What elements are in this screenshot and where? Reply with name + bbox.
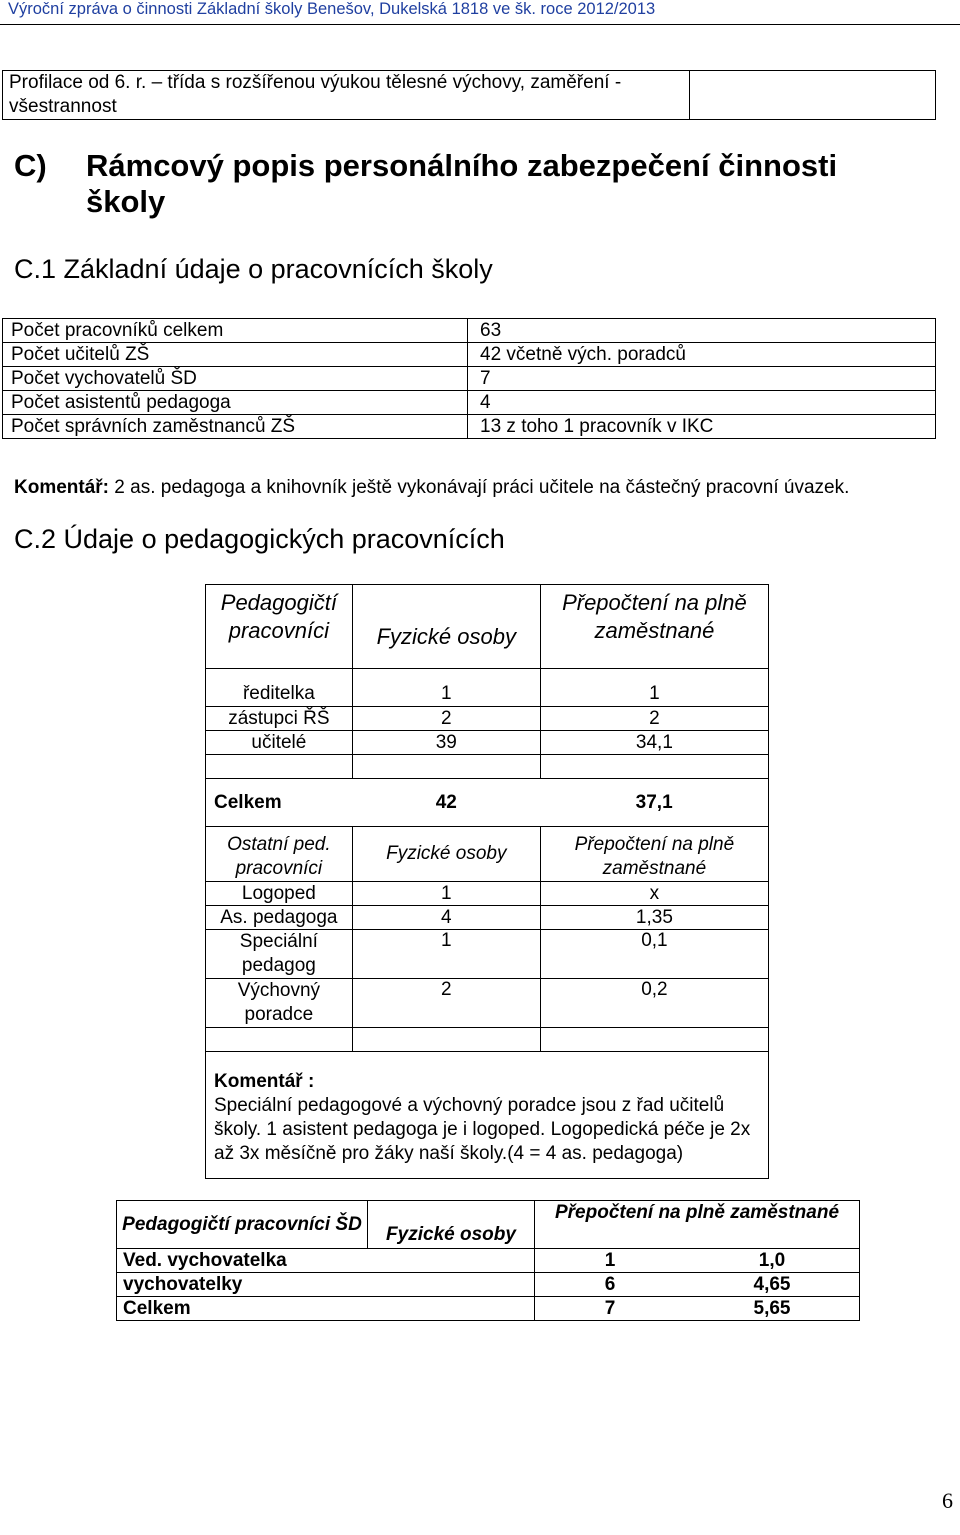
cell: 2 xyxy=(352,707,540,731)
cell: 1 xyxy=(352,930,540,979)
basic-staff-table xyxy=(2,318,936,439)
table-row xyxy=(3,343,936,367)
header-cell: Přepočtení na plně zaměstnané xyxy=(540,827,768,882)
row-value: 13 z toho 1 pracovník v IKC xyxy=(468,415,936,439)
cell: 4,65 xyxy=(753,1274,791,1295)
ped-comment-label: Komentář : xyxy=(214,1071,315,1092)
table-row xyxy=(206,979,769,1028)
table-row xyxy=(3,319,936,343)
cell: Celkem xyxy=(206,779,353,827)
cell: 1 xyxy=(352,683,540,707)
header-cell: Pedagogičtí pracovníci ŠD xyxy=(117,1201,368,1249)
cell: 4 xyxy=(352,906,540,930)
profile-text-line1: Profilace od 6. r. – třída s rozšířenou výukou tělesné výchovy, zaměření - xyxy=(9,72,622,93)
table-row xyxy=(206,930,769,979)
header-cell: Fyzické osoby xyxy=(352,827,540,882)
row-value: 7 xyxy=(468,367,936,391)
cell: 2 xyxy=(540,707,768,731)
profile-text xyxy=(3,71,690,120)
header-cell: Přepočtení na plně zaměstnané xyxy=(535,1201,860,1249)
cell: Logoped xyxy=(206,882,353,906)
table-header-row xyxy=(206,585,769,669)
profile-empty-cell xyxy=(690,71,936,120)
header-divider xyxy=(0,24,960,25)
comment-1-label: Komentář: xyxy=(14,477,110,498)
row-label: Počet pracovníků celkem xyxy=(3,319,468,343)
row-label: Počet učitelů ZŠ xyxy=(3,343,468,367)
total-row xyxy=(206,779,769,827)
row-value: 4 xyxy=(468,391,936,415)
table-row xyxy=(3,391,936,415)
row-value: 42 včetně vých. poradců xyxy=(468,343,936,367)
header-cell: Přepočtení na plně zaměstnané xyxy=(540,585,768,669)
cell: 6 xyxy=(604,1274,616,1295)
cell: 1,0 xyxy=(758,1250,786,1271)
cell: As. pedagoga xyxy=(206,906,353,930)
comment-row xyxy=(206,1052,769,1179)
cell: vychovatelky xyxy=(117,1273,535,1297)
cell: zástupci ŘŠ xyxy=(206,707,353,731)
cell: 1,35 xyxy=(540,906,768,930)
section-title: Rámcový popis personálního zabezpečení činnosti školy xyxy=(86,148,838,219)
cell: 42 xyxy=(352,779,540,827)
cell: 39 xyxy=(352,731,540,755)
cell: Ved. vychovatelka xyxy=(117,1249,535,1273)
cell: učitelé xyxy=(206,731,353,755)
table-header-row xyxy=(206,827,769,882)
profile-box xyxy=(2,70,936,120)
table-row xyxy=(206,906,769,930)
table-row xyxy=(117,1249,860,1273)
profile-text-line2: všestrannost xyxy=(9,96,117,117)
cell: 1 xyxy=(540,683,768,707)
header-cell: Ostatní ped. pracovníci xyxy=(206,827,353,882)
cell: 34,1 xyxy=(540,731,768,755)
header-cell: Pedagogičtí pracovníci xyxy=(206,585,353,669)
section-letter: C) xyxy=(14,148,47,183)
cell: 0,1 xyxy=(540,930,768,979)
ped-comment xyxy=(206,1052,769,1179)
cell: 0,2 xyxy=(540,979,768,1028)
cell: 37,1 xyxy=(540,779,768,827)
table-row xyxy=(206,882,769,906)
row-label: Počet vychovatelů ŠD xyxy=(3,367,468,391)
subsection-1-title: C.1 Základní údaje o pracovnících školy xyxy=(14,254,493,284)
cell: Výchovný poradce xyxy=(206,979,353,1028)
table-row xyxy=(3,415,936,439)
row-label: Počet správních zaměstnanců ZŠ xyxy=(3,415,468,439)
table-header-row xyxy=(117,1201,860,1249)
table-row xyxy=(206,707,769,731)
header-cell: Fyzické osoby xyxy=(368,1201,535,1249)
cell: 1 xyxy=(604,1250,616,1271)
row-label: Počet asistentů pedagoga xyxy=(3,391,468,415)
table-row xyxy=(117,1297,860,1321)
header-cell: Fyzické osoby xyxy=(352,585,540,669)
document-header: Výroční zpráva o činnosti Základní školy Benešov, Dukelská 1818 ve šk. roce 2012/2013 xyxy=(8,0,656,18)
comment-1-text: 2 as. pedagoga a knihovník ještě vykonávají práci učitele na částečný pracovní úvazek. xyxy=(109,477,850,498)
cell: 1 xyxy=(352,882,540,906)
subsection-2-title: C.2 Údaje o pedagogických pracovnících xyxy=(14,524,505,554)
pedagogical-staff-table xyxy=(205,584,769,1179)
cell: 2 xyxy=(352,979,540,1028)
cell: Celkem xyxy=(117,1297,535,1321)
sd-staff-table xyxy=(116,1200,860,1321)
cell: 7 xyxy=(604,1298,616,1319)
cell: 5,65 xyxy=(753,1298,791,1319)
table-row xyxy=(3,367,936,391)
page-number: 6 xyxy=(942,1488,953,1513)
ped-comment-text: Speciální pedagogové a výchovný poradce jsou z řad učitelů školy. 1 asistent pedagoga je i logoped. Logopedická péče je 2x až 3x měsíčně pro žáky naší školy.(4 = 4 as. pedagoga) xyxy=(214,1095,751,1164)
table-row xyxy=(206,683,769,707)
cell: Speciální pedagog xyxy=(206,930,353,979)
row-value: 63 xyxy=(468,319,936,343)
table-row xyxy=(117,1273,860,1297)
cell: x xyxy=(540,882,768,906)
cell: ředitelka xyxy=(206,683,353,707)
table-row xyxy=(206,731,769,755)
comment-1 xyxy=(14,477,849,499)
